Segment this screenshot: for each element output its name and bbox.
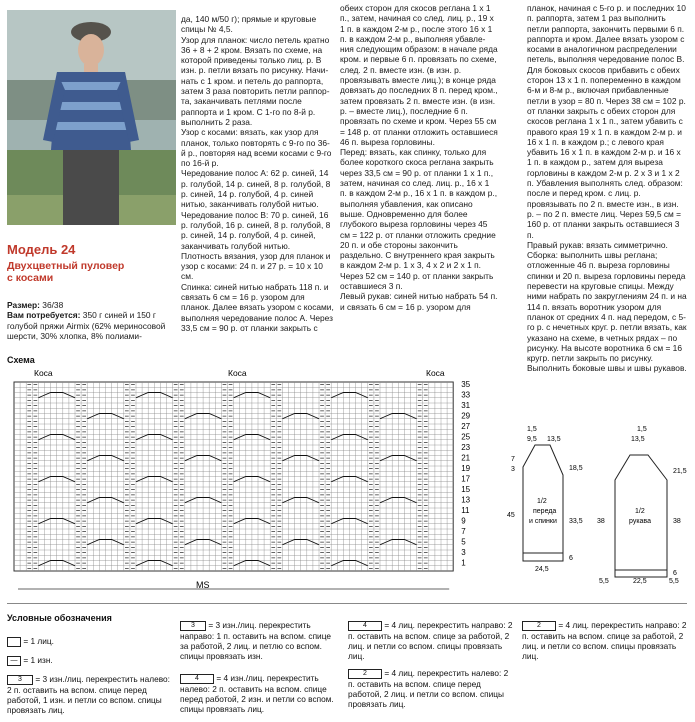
dim-38-a: 38 [597,518,605,525]
legend-symbol-2: — [7,656,21,666]
kosa-label-1: Коса [34,368,53,378]
col3-p1: Перед: вязать, как спинку, только для более короткого скоса реглана закрыть через 33,5 см = 90 р. от планки 1 х 1 п., затем, начиная со след. лиц. р., 16 х 1 п. в каждом 2-м р., 16 х 1 п. в каждом р., выполняя убавления, как описано выше. Одновременно для более глубокого выреза горловины через 45 см = 122 р. от планки отложить средние 20 п. и обе стороны закончить раздельно. С внутреннего края закрыть в каждом 2-м р. 1 х 3, 4 х 2 и 2 х 1 п. Через 52 см = 140 р. от планки закрыть оставшиеся 3 п. [340,147,498,292]
col3-p0: обеих сторон для скосов реглана 1 х 1 п., затем, начиная со след. лиц. р., 19 х 1 п. в каждом 2-м р., после этого 16 х 1 п. в каждом 2-м р., выполняя убавле-ния следующим образом: в начале ряда кром. и первые 6 п. провязать по схеме, след. 2 п. вместе изн. (в изн. р. провязывать вместе лиц.); в конце ряда довязать до последних 8 п. перед кром., затем провязать 2 п. вместе изн. (в изн. р. – вместе лиц.), последние 6 п. провязать по схеме и кром. Через 55 см = 148 р. от планки отложить оставшиеся 46 п. выреза горловины. [340,3,498,147]
legend-item-5 [180,673,340,714]
legend-symbol-5: 4 [180,674,214,684]
dim-3: 3 [511,466,515,473]
row-number: 21 [461,453,471,463]
row-number: 3 [461,547,466,557]
row-number: 23 [461,442,471,452]
legend-item-4 [180,620,340,661]
dim-1-5-b: 1,5 [637,426,647,433]
legend-item-6 [348,620,513,661]
sleeve-label-1: 1/2 [635,508,645,515]
legend-item-2 [7,655,172,666]
col2-p4: Чередование полос В: 70 р. синей, 16 р. голубой, 16 р. синей, 8 р. голубой, 8 р. синей, 14 р. голубой, 4 р. синей, заканчивать голубой нитью. [181,209,331,251]
dim-1-5-a: 1,5 [527,426,537,433]
row-number: 25 [461,432,471,442]
kosa-label-3: Коса [426,368,445,378]
schematic [505,425,693,587]
body-label-3: и спинки [529,518,557,525]
dim-38-b: 38 [673,518,681,525]
chart-heading: Схема [7,355,35,365]
col4-p2: Сборка: выполнить швы реглана; отложенные 46 п. выреза горловины спинки и 20 п. выреза горловины переда перевести на круговые спицы. Между ними набрать по закруглениям 24 п. и на 114 п. вязать воротник узором для планок от средних 4 п. над передом, с 5-го р. с нечетных круг. р. петли вязать, как указано на схеме, в четных рядах – по рисунку. На высоте воротника 6 см = 16 кругр. петли закрыть по рисунку. Выполнить боковые швы и швы рукавов. [527,250,687,374]
model-photo-illustration [7,10,176,225]
dim-5-5-b: 5,5 [669,578,679,585]
row-number: 27 [461,421,471,431]
legend-symbol-1 [7,637,21,647]
model-title: Модель 24 [7,242,76,257]
body-label-1: 1/2 [537,498,547,505]
col3-p2: Левый рукав: синей нитью набрать 54 п. и связать 6 см = 16 р. узором для [340,291,498,312]
legend-symbol-8: 2 [522,621,556,631]
model-photo [7,10,176,225]
col2-p3: Чередование полос А: 62 р. синей, 14 р. голубой, 14 р. синей, 8 р. голубой, 8 р. синей, 14 р. голубой, 4 р. синей нитью, заканчивать голубой нитью. [181,168,331,210]
legend-heading: Условные обозначения [7,613,112,623]
dim-45: 45 [507,512,515,519]
legend-item-7 [348,668,513,709]
legend-text-2: = 1 изн. [23,655,53,665]
col2-p6: Спинка: синей нитью набрать 118 п. и связать 6 см = 16 р. узором для планок. Далее вязать узором с косами, выполняя чередование полос А. Через 33,5 см = 90 р. от планки закрыть с [181,281,334,333]
instructions-col-3 [340,3,498,312]
instructions-col-2 [181,14,334,333]
legend-text-3: = 3 изн./лиц. перекрестить налево: 2 п. оставить на вспом. спице перед работой, 1 изн. и петли со вспом. спицы провязать лиц. [7,674,170,716]
knitting-chart [8,366,502,591]
row-number: 17 [461,474,471,484]
col2-p5: Плотность вязания, узор для планок и узор с косами: 24 п. и 27 р. = 10 х 10 см. [181,250,331,282]
col4-p0: планок, начиная с 5-го р. и последних 10 п. раппорта, затем 1 раз выполнить петли раппорта, закончить первыми 6 п. раппорта и кром. Далее вязать узором с косами в аналогичном распределении петель, выполняя чередование полос В. Для боковых скосов прибавить с обеих сторон 13 х 1 п. попеременно в каждом 6-м и 8-м р., включая прибавленные петли в узор = 80 п. Через 38 см = 102 р. от планки закрыть с обеих сторон для скосов реглана 1 х 1 п., затем убавить с правого края 19 х 1 п. в каждом 2-м р. и 16 х 1 п. в каждом р.; с левого края убавить 16 х 1 п. в каждом 2-м р. и 16 х 1 п. в каждом р., затем для выреза горловины в каждом 2-м р. 2 х 3 и 1 х 2 п. Убавления выполнять след. образом: после и перед кром. с лиц. р. провязывать по 2 п. вместе изн., в изн. р. – по 2 п. вместе лиц. Через 59,5 см = 160 р. от планки закрыть оставшиеся 3 п. [527,3,686,240]
ms-label: MS [196,580,210,590]
col4-p1: Правый рукав: вязать симметрично. [527,239,668,250]
size-value: 36/38 [42,300,64,310]
dim-22-5: 22,5 [633,578,647,585]
legend-symbol-4: 3 [180,621,206,631]
legend-item-1 [7,636,172,647]
col2-p0: да, 140 м/50 г); прямые и круговые спицы № 4,5. [181,14,317,35]
row-number: 5 [461,537,466,547]
dim-6-b: 6 [673,570,677,577]
legend-symbol-3: 3 [7,675,33,685]
legend-text-5: = 4 изн./лиц. перекрестить налево: 2 п. оставить на вспом. спице перед работой, 2 изн. и петли со вспом. спицы провязать лиц. [180,673,334,715]
legend-text-7: = 4 лиц. перекрестить налево: 2 п. оставить на вспом. спице перед работой, 2 лиц. и петли со вспом. спицы провязать лиц. [348,668,509,710]
model-meta [7,300,179,341]
dim-24-5: 24,5 [535,566,549,573]
model-header [7,242,177,284]
kosa-label-2: Коса [228,368,247,378]
row-number: 9 [461,516,466,526]
legend-symbol-7: 2 [348,669,382,679]
row-number: 29 [461,411,471,421]
materials-text: 350 г синей и 150 г голубой пряжи Airmix (62% мериносовой шерсти, 30% хлопка, 8% полиами- [7,310,166,341]
col2-p2: Узор с косами: вязать, как узор для планок, только повторять с 9-го по 36-й р., повторяя над всеми косами с 9-го по 16-й р. [181,127,332,169]
knitting-chart-grid [8,366,502,591]
legend-text-8: = 4 лиц. перекрестить направо: 2 п. оставить на вспом. спице за работой, 2 лиц. и петли со вспом. спицы провязать лиц. [522,620,687,662]
instructions-col-4 [527,3,687,374]
legend-text-6: = 4 лиц. перекрестить направо: 2 п. оставить на вспом. спице за работой, 2 лиц. и петли со вспом. спицы провязать лиц. [348,620,513,662]
model-subtitle-2: с косами [7,272,54,284]
col2-p1: Узор для планок: число петель кратно 36 + 8 + 2 кром. Вязать по схеме, на которой приведены только лиц. р. В изн. р. петли вязать по рисунку. Начи-нать с 1 кром. и петель до раппорта, затем 3 раза повторить петли раппор-та, заканчивать петлями после раппорта и 1 кром. С 1-го по 8-й р. выполнить 2 раза. [181,34,330,127]
dim-7: 7 [511,456,515,463]
legend-divider [7,603,687,604]
row-number: 1 [461,558,466,568]
legend-text-1: = 1 лиц. [23,636,54,646]
dim-9-5: 9,5 [527,436,537,443]
row-number: 15 [461,484,471,494]
row-number: 13 [461,495,471,505]
dim-33-5: 33,5 [569,518,583,525]
sleeve-label-2: рукава [629,518,651,525]
schematic-drawing [505,425,693,587]
dim-6-a: 6 [569,555,573,562]
dim-13-5-a: 13,5 [547,436,561,443]
row-number: 7 [461,526,466,536]
row-number: 35 [461,379,471,389]
row-number: 11 [461,505,470,515]
row-number: 31 [461,400,471,410]
legend-item-3 [7,674,175,715]
body-label-2: переда [533,508,557,515]
dim-21-5: 21,5 [673,468,687,475]
model-subtitle-1: Двухцветный пуловер [7,260,125,272]
dim-18-5: 18,5 [569,465,583,472]
dim-13-5-b: 13,5 [631,436,645,443]
row-number: 19 [461,463,471,473]
legend-symbol-6: 4 [348,621,382,631]
materials-label: Вам потребуется: [7,310,81,321]
row-number: 33 [461,390,471,400]
size-label: Размер: [7,300,40,310]
legend-text-4: = 3 изн./лиц. перекрестить направо: 1 п. оставить на вспом. спице за работой, 2 лиц. и петлю со вспом. спицы провязать изн. [180,620,331,662]
dim-5-5-a: 5,5 [599,578,609,585]
legend-item-8 [522,620,687,661]
